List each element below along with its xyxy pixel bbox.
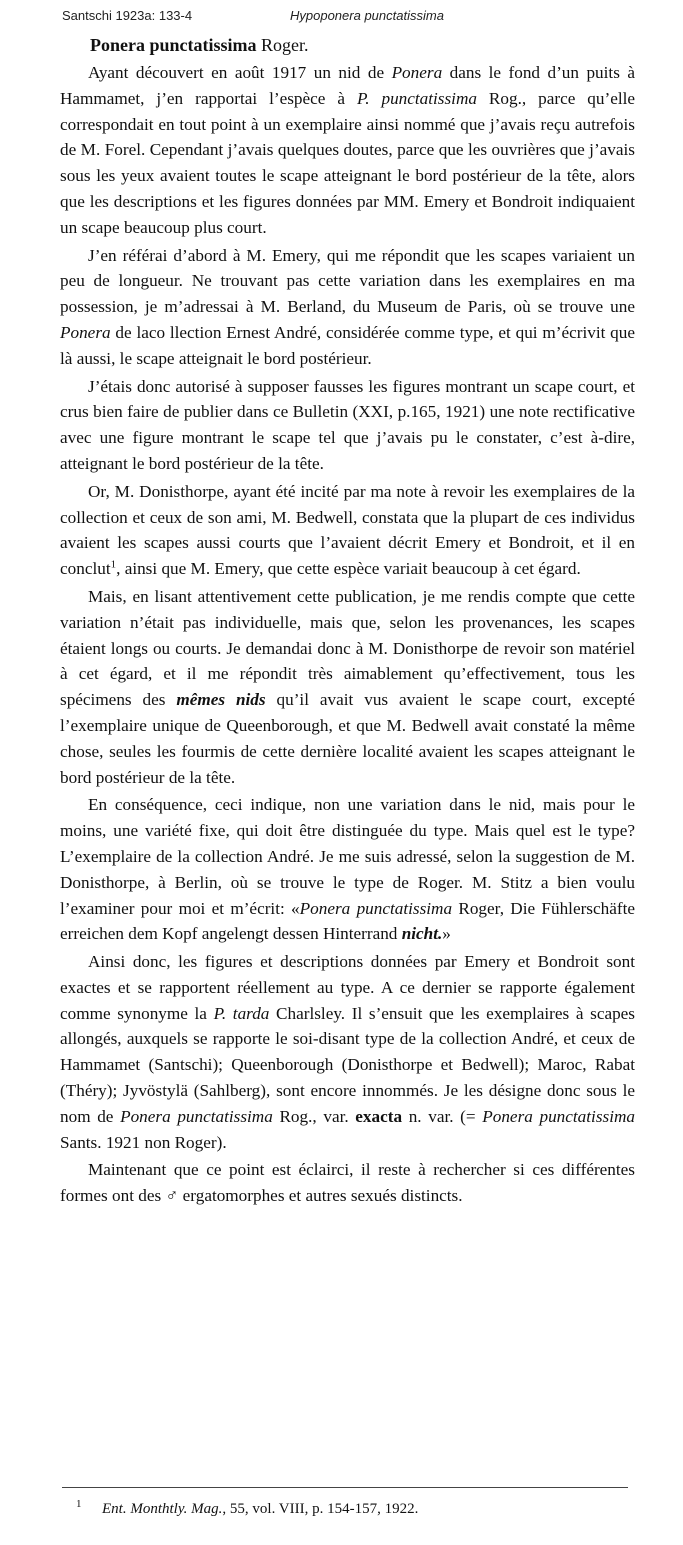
paragraph-2: J’en référai d’abord à M. Emery, qui me répondit que les scapes variaient un peu de longueur. Ne trouvant pas cette variation dans les exemplaires en ma possession, je m’adressai à M. Berland, du Museum de Paris, où se trouve une Ponera de laco llection Ernest André, considérée comme type, et qui m’écrivit que là aussi, le scape atteignait le bord postérieur. xyxy=(60,245,635,368)
header-species-title: Hypoponera punctatissima xyxy=(290,8,444,23)
paragraph-1: Ayant découvert en août 1917 un nid de Ponera dans le fond d’un puits à Hammamet, j’en rapportai l’espèce à P. punctatissima Rog., parce qu’elle correspondait en tout point à un exemplaire ainsi nommé que j’avais reçu autrefois de M. Forel. Cependant j’avais quelques doutes, parce que les ouvrières que j’avais sous les yeux avaient toutes le scape atteignant le bord postérieur de la tête, alors que les descriptions et les figures données par MM. Emery et Bondroit indiquaient un scape beaucoup plus court. xyxy=(60,63,635,237)
paragraph-3: J’étais donc autorisé à supposer fausses les figures montrant un scape court, et crus bien faire de publier dans ce Bulletin (XXI, p.165, 1921) une note rectificative avec une figure montrant le scape tel que j’avais pu le constater, c’est à-dire, atteignant le bord postérieur de la tête. xyxy=(60,376,635,473)
header-citation: Santschi 1923a: 133-4 xyxy=(62,8,193,23)
footnote-divider xyxy=(62,1487,628,1488)
paragraph-8: Maintenant que ce point est éclairci, il reste à rechercher si ces différentes formes ont des ♂ ergatomorphes et autres sexués distincts. xyxy=(60,1160,635,1206)
title-author: Roger. xyxy=(261,35,309,55)
running-head xyxy=(62,8,662,28)
paragraph-4: Or, M. Donisthorpe, ayant été incité par ma note à revoir les exemplaires de la collection et ceux de son ami, M. Bedwell, constata que la plupart de ces individus avaient les scapes aussi courts que l’avaient décrit Emery et Bondroit, et il en conclut$^1$, ainsi que M. Emery, que cette espèce variait beaucoup à cet égard. xyxy=(60,481,635,579)
paragraph-7: Ainsi donc, les figures et descriptions données par Emery et Bondroit sont exactes et se rapportent réellement au type. A ce dernier se rapporte également comme synonyme la P. tarda Charlsley. Il s’ensuit que les exemplaires à scapes allongés, auxquels se rapporte le soi-disant type de la collection André, et ceux de Hammamet (Santschi); Queenborough (Donisthorpe et Bedwell); Maroc, Rabat (Théry); Jyvöstylä (Sahlberg), sont encore innommés. Je les désigne donc sous le nom de Ponera punctatissima Rog., var. exacta n. var. (= Ponera punctatissima Sants. 1921 non Roger). xyxy=(60,952,635,1152)
footnote-source: Ent. Monthtly. Mag. xyxy=(102,1501,223,1517)
title-species: Ponera punctatissima xyxy=(90,35,257,55)
footnote-number: 1 xyxy=(76,1498,82,1510)
footnote xyxy=(76,1494,636,1519)
article-title xyxy=(90,32,635,58)
footnote-reference[interactable]: 1 xyxy=(110,558,117,571)
paragraph-6: En conséquence, ceci indique, non une variation dans le nid, mais pour le moins, une variété fixe, qui doit être distinguée du type. Mais quel est le type? L’exemplaire de la collection André. Je me suis adressé, selon la suggestion de M. Donisthorpe, à Berlin, où se trouve le type de Roger. M. Stitz a bien voulu l’examiner pour moi et m’écrit: «Ponera punctatissima Roger, Die Fühlerschäfte erreichen dem Kopf angelengt dessen Hinterrand nicht.» xyxy=(60,795,635,944)
article-body xyxy=(60,32,635,1211)
paragraph-5: Mais, en lisant attentivement cette publication, je me rendis compte que cette variation n’était pas individuelle, mais que, selon les provenances, les scapes étaient longs ou courts. Je demandai donc à M. Donisthorpe de revoir son matériel à cet égard, et il me répondit très aimablement qu’effectivement, tous les spécimens des mêmes nids qu’il avait vus avaient le scape court, excepté l’exemplaire unique de Queenborough, et que M. Bedwell avait constaté la même chose, seules les fourmis de cette dernière localité avaient les scapes atteignant le bord postérieur de la tête. xyxy=(60,586,635,787)
footnote-details: , 55, vol. VIII, p. 154-157, 1922. xyxy=(222,1501,419,1517)
